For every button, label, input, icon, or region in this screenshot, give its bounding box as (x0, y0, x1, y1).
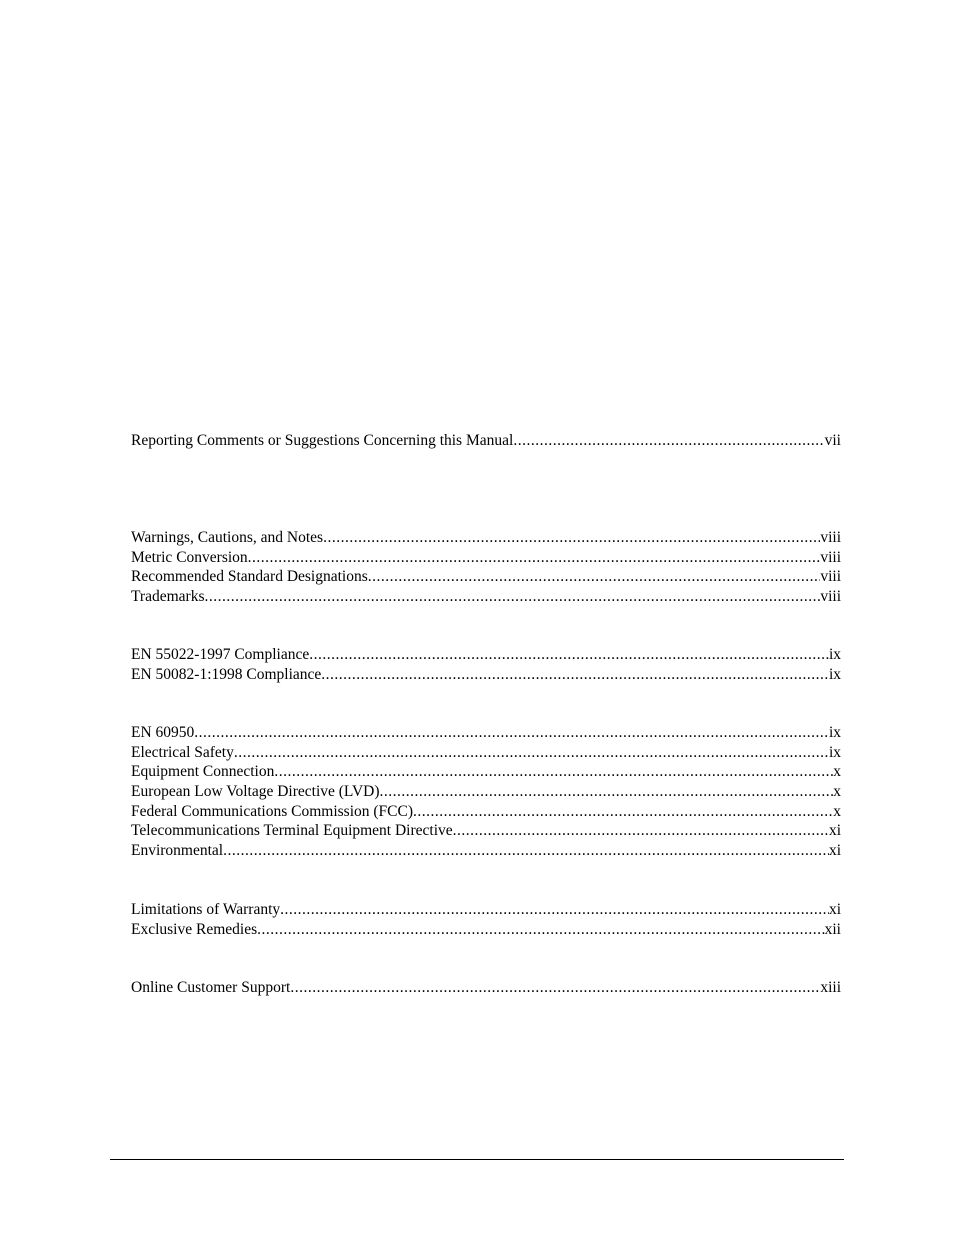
toc-entry-page: ix (828, 665, 841, 683)
toc-entry[interactable] (131, 920, 841, 940)
toc-entry-label: Reporting Comments or Suggestions Concerning this Manual (131, 432, 514, 449)
toc-leader-dots (513, 431, 824, 451)
toc-entry[interactable] (131, 567, 841, 587)
toc-entry-page: xii (824, 920, 841, 938)
toc-group-conventions (131, 528, 841, 607)
toc-entry[interactable] (131, 665, 841, 685)
toc-entry-page: x (833, 802, 841, 820)
toc-leader-dots (309, 645, 829, 665)
toc-leader-dots (380, 782, 834, 802)
toc-group-reporting (131, 431, 841, 451)
toc-entry-label: Environmental (131, 842, 224, 860)
toc-entry-page: ix (828, 724, 841, 741)
toc-entry-label: EN 60950 (131, 724, 195, 741)
toc-entry[interactable] (131, 802, 841, 822)
toc-entry[interactable] (131, 548, 841, 568)
toc-leader-dots (413, 802, 833, 822)
toc-entry[interactable] (131, 762, 841, 782)
toc-entry-page: xi (828, 842, 841, 860)
toc-entry-label: European Low Voltage Directive (LVD) (131, 783, 380, 801)
toc-entry-label: Metric Conversion (131, 548, 248, 566)
toc-entry-page: x (833, 783, 841, 801)
footer-rule (110, 1159, 844, 1160)
toc-group-support (131, 978, 841, 998)
toc-entry[interactable] (131, 723, 841, 743)
toc-leader-dots (204, 587, 820, 607)
toc-entry-page: viii (820, 588, 841, 606)
toc-leader-dots (290, 978, 820, 998)
toc-entry[interactable] (131, 743, 841, 763)
toc-entry[interactable] (131, 900, 841, 920)
toc-entry[interactable] (131, 821, 841, 841)
toc-entry[interactable] (131, 782, 841, 802)
toc-entry-page: viii (820, 568, 841, 586)
toc-leader-dots (194, 723, 829, 743)
toc-entry-label: Exclusive Remedies (131, 920, 258, 938)
toc-entry-page: ix (828, 646, 841, 663)
toc-entry-label: Limitations of Warranty (131, 901, 281, 918)
toc-leader-dots (274, 762, 833, 782)
toc-leader-dots (234, 743, 829, 763)
toc-entry-page: xiii (820, 979, 841, 996)
toc-leader-dots (257, 920, 825, 940)
toc-leader-dots (321, 665, 829, 685)
toc-entry-page: vii (824, 432, 841, 449)
toc-entry[interactable] (131, 645, 841, 665)
toc-entry[interactable] (131, 978, 841, 998)
toc-entry[interactable] (131, 431, 841, 451)
toc-leader-dots (248, 548, 821, 568)
toc-leader-dots (323, 528, 820, 548)
toc-entry-page: viii (820, 529, 841, 546)
toc-group-warranty (131, 900, 841, 939)
toc-group-safety (131, 723, 841, 861)
toc-entry-page: x (833, 763, 841, 781)
toc-entry-label: Electrical Safety (131, 743, 234, 761)
toc-entry-label: Equipment Connection (131, 763, 275, 781)
toc-entry-page: xi (828, 822, 841, 840)
toc-entry[interactable] (131, 841, 841, 861)
toc-entry-label: Recommended Standard Designations (131, 568, 368, 586)
toc-entry[interactable] (131, 528, 841, 548)
toc-entry-page: viii (820, 548, 841, 566)
toc-group-emc (131, 645, 841, 684)
toc-entry-label: Online Customer Support (131, 979, 291, 996)
toc-entry-label: Telecommunications Terminal Equipment Directive (131, 822, 453, 840)
toc-entry[interactable] (131, 587, 841, 607)
toc-leader-dots (368, 567, 821, 587)
toc-leader-dots (223, 841, 829, 861)
toc-leader-dots (453, 821, 829, 841)
toc-entry-label: Warnings, Cautions, and Notes (131, 529, 324, 546)
toc-entry-page: ix (828, 743, 841, 761)
toc-entry-label: EN 50082-1:1998 Compliance (131, 665, 322, 683)
toc-entry-label: EN 55022-1997 Compliance (131, 646, 310, 663)
toc-leader-dots (280, 900, 829, 920)
toc-entry-page: xi (828, 901, 841, 918)
toc-entry-label: Trademarks (131, 588, 205, 606)
toc-entry-label: Federal Communications Commission (FCC) (131, 802, 414, 820)
